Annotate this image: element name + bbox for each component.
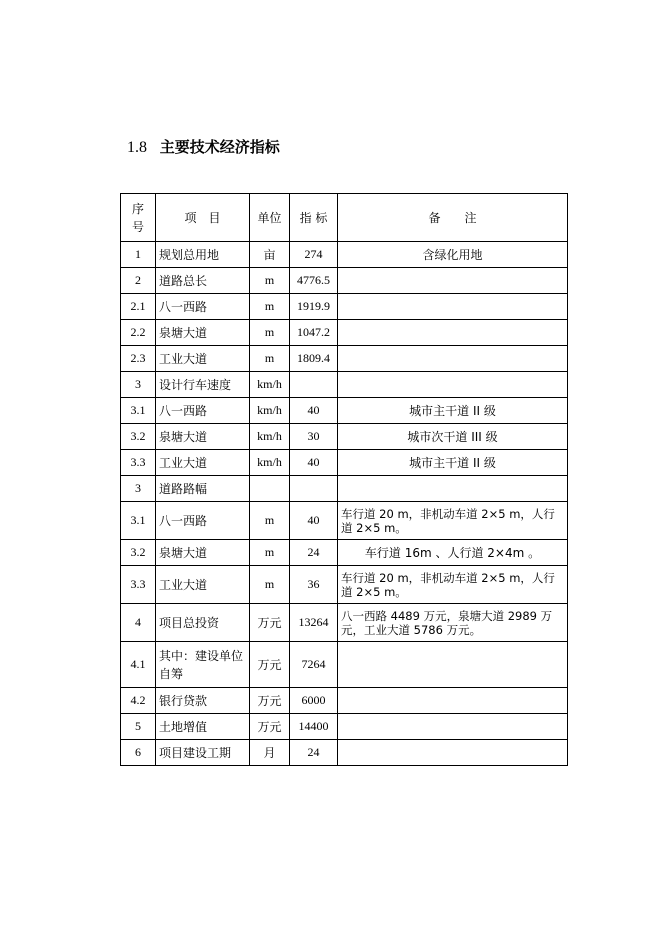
row-unit: 万元 <box>250 688 290 714</box>
row-note <box>338 740 568 766</box>
row-value: 1047.2 <box>290 320 338 346</box>
table-row <box>121 566 568 604</box>
table-row <box>121 476 568 502</box>
row-value: 1809.4 <box>290 346 338 372</box>
row-item: 八一西路 <box>156 398 250 424</box>
row-item: 泉塘大道 <box>156 424 250 450</box>
row-item: 工业大道 <box>156 346 250 372</box>
row-note <box>338 346 568 372</box>
row-item: 设计行车速度 <box>156 372 250 398</box>
table-row <box>121 688 568 714</box>
row-unit: 亩 <box>250 242 290 268</box>
header-unit: 单位 <box>250 194 290 242</box>
row-item: 其中：建设单位自筹 <box>156 642 250 688</box>
row-value: 7264 <box>290 642 338 688</box>
row-note <box>338 320 568 346</box>
row-unit: km/h <box>250 398 290 424</box>
row-unit: m <box>250 502 290 540</box>
row-item: 项目建设工期 <box>156 740 250 766</box>
row-seq: 3.1 <box>121 398 156 424</box>
row-unit: km/h <box>250 372 290 398</box>
row-item: 工业大道 <box>156 566 250 604</box>
row-item: 项目总投资 <box>156 604 250 642</box>
table-row <box>121 320 568 346</box>
row-value: 24 <box>290 740 338 766</box>
row-value: 274 <box>290 242 338 268</box>
row-item: 泉塘大道 <box>156 540 250 566</box>
row-value: 14400 <box>290 714 338 740</box>
row-note: 车行道 20 m，非机动车道 2×5 m，人行道 2×5 m。 <box>338 502 568 540</box>
row-note: 城市主干道 II 级 <box>338 450 568 476</box>
row-item: 泉塘大道 <box>156 320 250 346</box>
row-seq: 2.1 <box>121 294 156 320</box>
row-seq: 4.2 <box>121 688 156 714</box>
row-seq: 3.1 <box>121 502 156 540</box>
row-value: 40 <box>290 502 338 540</box>
row-seq: 3.3 <box>121 566 156 604</box>
row-note <box>338 688 568 714</box>
row-note: 车行道 20 m，非机动车道 2×5 m，人行道 2×5 m。 <box>338 566 568 604</box>
row-note <box>338 642 568 688</box>
table-row <box>121 714 568 740</box>
table-row <box>121 540 568 566</box>
row-value: 4776.5 <box>290 268 338 294</box>
row-seq: 3 <box>121 372 156 398</box>
row-note: 城市主干道 II 级 <box>338 398 568 424</box>
row-seq: 4 <box>121 604 156 642</box>
row-note <box>338 476 568 502</box>
header-value: 指 标 <box>290 194 338 242</box>
row-unit: 万元 <box>250 642 290 688</box>
row-item: 道路总长 <box>156 268 250 294</box>
row-note <box>338 714 568 740</box>
row-item: 工业大道 <box>156 450 250 476</box>
row-unit: 万元 <box>250 604 290 642</box>
row-value: 30 <box>290 424 338 450</box>
row-seq: 6 <box>121 740 156 766</box>
row-seq: 2 <box>121 268 156 294</box>
row-value: 6000 <box>290 688 338 714</box>
row-seq: 2.3 <box>121 346 156 372</box>
row-unit: m <box>250 268 290 294</box>
table-row <box>121 242 568 268</box>
table-row <box>121 424 568 450</box>
row-value: 40 <box>290 450 338 476</box>
table-row <box>121 502 568 540</box>
row-value: 40 <box>290 398 338 424</box>
row-item: 土地增值 <box>156 714 250 740</box>
header-seq: 序号 <box>121 194 156 242</box>
table-row <box>121 604 568 642</box>
row-note: 城市次干道 III 级 <box>338 424 568 450</box>
row-value: 1919.9 <box>290 294 338 320</box>
row-unit: km/h <box>250 450 290 476</box>
section-heading <box>127 136 280 157</box>
table-row <box>121 268 568 294</box>
table-row <box>121 372 568 398</box>
row-seq: 2.2 <box>121 320 156 346</box>
row-unit: m <box>250 294 290 320</box>
row-note: 含绿化用地 <box>338 242 568 268</box>
row-seq: 4.1 <box>121 642 156 688</box>
row-unit <box>250 476 290 502</box>
table-row <box>121 346 568 372</box>
row-unit: m <box>250 566 290 604</box>
row-item: 规划总用地 <box>156 242 250 268</box>
row-seq: 1 <box>121 242 156 268</box>
table-row <box>121 740 568 766</box>
section-title: 主要技术经济指标 <box>159 138 280 156</box>
row-value: 24 <box>290 540 338 566</box>
row-note <box>338 294 568 320</box>
row-unit: m <box>250 320 290 346</box>
row-note: 八一西路 4489 万元，泉塘大道 2989 万元，工业大道 5786 万元。 <box>338 604 568 642</box>
row-value <box>290 476 338 502</box>
row-note <box>338 372 568 398</box>
row-item: 银行贷款 <box>156 688 250 714</box>
table-header-row <box>121 194 568 242</box>
row-unit: 月 <box>250 740 290 766</box>
row-seq: 5 <box>121 714 156 740</box>
section-number: 1.8 <box>127 139 147 156</box>
row-note: 车行道 16m 、人行道 2×4m 。 <box>338 540 568 566</box>
table-row <box>121 294 568 320</box>
row-seq: 3 <box>121 476 156 502</box>
row-seq: 3.2 <box>121 540 156 566</box>
row-item: 八一西路 <box>156 502 250 540</box>
row-unit: m <box>250 540 290 566</box>
indicator-table <box>120 193 568 766</box>
row-item: 八一西路 <box>156 294 250 320</box>
table-row <box>121 450 568 476</box>
row-seq: 3.3 <box>121 450 156 476</box>
row-item: 道路路幅 <box>156 476 250 502</box>
table-row <box>121 398 568 424</box>
header-item: 项 目 <box>156 194 250 242</box>
row-value: 36 <box>290 566 338 604</box>
row-unit: m <box>250 346 290 372</box>
row-unit: km/h <box>250 424 290 450</box>
row-value <box>290 372 338 398</box>
row-seq: 3.2 <box>121 424 156 450</box>
header-note: 备 注 <box>338 194 568 242</box>
table-row <box>121 642 568 688</box>
row-unit: 万元 <box>250 714 290 740</box>
row-value: 13264 <box>290 604 338 642</box>
row-note <box>338 268 568 294</box>
